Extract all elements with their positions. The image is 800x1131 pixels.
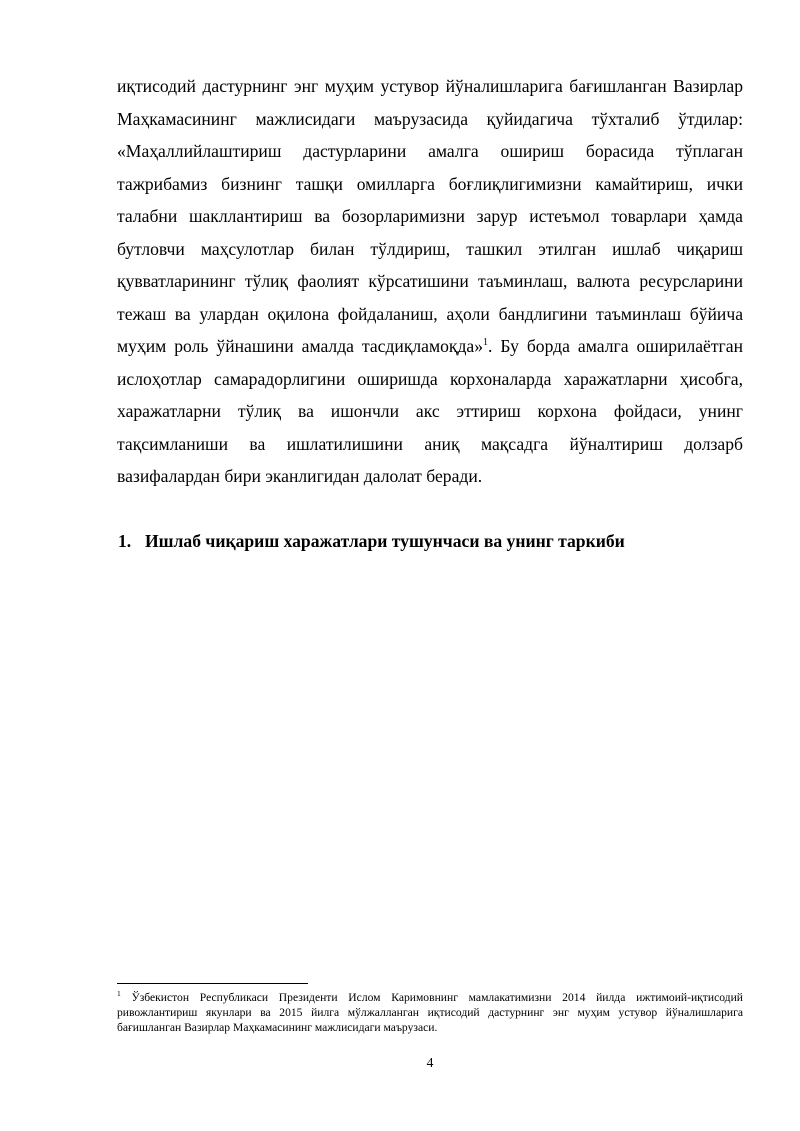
- section-title: Ишлаб чиқариш харажатлари тушунчаси ва унинг таркиби: [145, 531, 625, 551]
- footnote: [117, 990, 743, 1036]
- body-paragraph-main: иқтисодий дастурнинг энг муҳим устувор йўналишларига бағишланган Вазирлар Маҳкамасининг мажлисидаги маърузасида қуйидагича тўхталиб ўтдилар: «Маҳаллийлаштириш дастурларини амалга ошириш борасида тўплаган тажрибамиз бизнинг ташқи омилларга боғлиқлигимизни камайтириш, ички талабни шакллантириш ва бозорларимизни зарур истеъмол товарлари ҳамда бутловчи маҳсулотлар билан тўлдириш, ташкил этилган ишлаб чиқариш қувватларининг тўлиқ фаолият кўрсатишини таъминлаш, валюта ресурсларини тежаш ва улардан оқилона фойдаланиш, аҳоли бандлигини таъминлаш бўйича муҳим роль ўйнашини амалда тасдиқламоқда»: [117, 76, 743, 356]
- section-heading: [118, 525, 744, 557]
- section-number: 1.: [118, 531, 132, 551]
- footnote-reference[interactable]: 1: [483, 337, 489, 349]
- body-paragraph: [117, 70, 743, 493]
- footnote-separator: [117, 983, 308, 984]
- footnote-text: Ўзбекистон Республикаси Президенти Ислом Каримовнинг мамлакатимизни 2014 йилда ижтимоий-иқтисодий ривожлантириш якунлари ва 2015 йилга мўлжалланган иқтисодий дастурнинг энг муҳим устувор йўналишларига бағишланган Вазирлар Маҳкамасининг мажлисидаги маърузаси.: [117, 991, 743, 1035]
- page-number: 4: [426, 1055, 434, 1070]
- footnote-marker: 1: [117, 989, 121, 999]
- body-paragraph-tail: . Бу борда амалга оширилаётган ислоҳотлар самарадорлигини оширишда корхоналарда харажатларни ҳисобга, харажатларни тўлиқ ва ишончли акс эттириш корхона фойдаси, унинг тақсимланиши ва ишлатилишини аниқ мақсадга йўналтириш долзарб вазифалардан бири эканлигидан далолат беради.: [117, 336, 743, 486]
